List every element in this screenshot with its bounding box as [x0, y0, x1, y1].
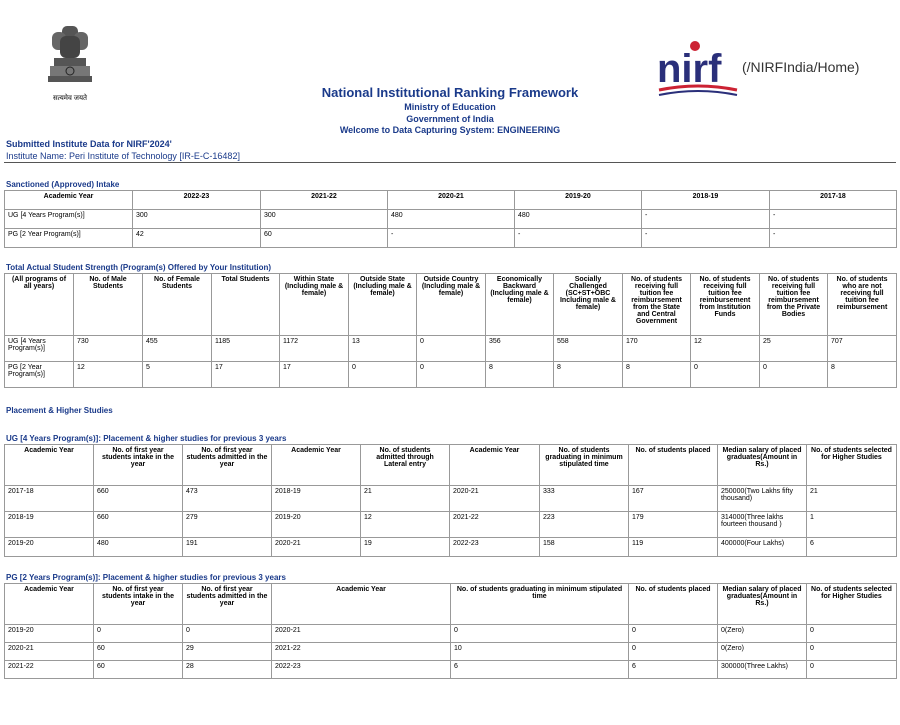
table-cell: PG [2 Year Program(s)]	[5, 229, 133, 248]
table-cell: 0	[417, 336, 486, 362]
intake-header-cell: 2018-19	[642, 191, 770, 210]
table-cell: 25	[760, 336, 828, 362]
strength-header-cell: (All programs of all years)	[5, 274, 74, 336]
table-cell: 60	[94, 643, 183, 661]
strength-header-cell: No. of students receiving full tuition fee reimbursement from the Private Bodies	[760, 274, 828, 336]
ug-header-cell: No. of students graduating in minimum stipulated time	[540, 445, 629, 486]
table-cell: 12	[74, 362, 143, 388]
pg-placement-title: PG [2 Years Program(s)]: Placement & higher studies for previous 3 years	[6, 573, 286, 582]
table-cell: 300	[261, 210, 388, 229]
strength-header-cell: Economically Backward (Including male & female)	[486, 274, 554, 336]
table-cell: 356	[486, 336, 554, 362]
pg-header-cell: Academic Year	[272, 584, 451, 625]
table-row	[5, 643, 897, 661]
strength-header-cell: Total Students	[212, 274, 280, 336]
table-cell: 12	[691, 336, 760, 362]
table-cell: 5	[143, 362, 212, 388]
table-cell: 60	[261, 229, 388, 248]
placement-section-title: Placement & Higher Studies	[6, 406, 113, 415]
table-cell: 60	[94, 661, 183, 679]
table-cell: 314000(Three lakhs fourteen thousand )	[718, 512, 807, 538]
table-cell: 0	[94, 625, 183, 643]
table-cell: 13	[349, 336, 417, 362]
nirf-home-link[interactable]: (/NIRFIndia/Home)	[742, 59, 860, 75]
table-row	[5, 625, 897, 643]
table-cell: 480	[515, 210, 642, 229]
ug-placement-table	[4, 444, 897, 557]
ug-header-cell: No. of students admitted through Lateral entry	[361, 445, 450, 486]
ministry-line: Ministry of Education	[404, 102, 496, 112]
table-cell: 6	[807, 538, 897, 557]
table-cell: 2018-19	[5, 512, 94, 538]
ug-header-cell: Academic Year	[5, 445, 94, 486]
strength-table	[4, 273, 897, 388]
header-divider	[4, 162, 896, 163]
ug-header-cell: Academic Year	[272, 445, 361, 486]
ug-header-cell: No. of students placed	[629, 445, 718, 486]
table-cell: 250000(Two Lakhs fifty thousand)	[718, 486, 807, 512]
table-cell: 29	[183, 643, 272, 661]
table-row	[5, 512, 897, 538]
ug-header-cell: No. of first year students admitted in the year	[183, 445, 272, 486]
table-row	[5, 538, 897, 557]
pg-header-cell: Academic Year	[5, 584, 94, 625]
table-cell: 300	[133, 210, 261, 229]
strength-header-cell: No. of Female Students	[143, 274, 212, 336]
table-cell: 0	[629, 625, 718, 643]
table-cell: 480	[94, 538, 183, 557]
table-cell: 2020-21	[5, 643, 94, 661]
table-cell: -	[642, 210, 770, 229]
table-row	[5, 336, 897, 362]
intake-header-cell: 2020-21	[388, 191, 515, 210]
pg-header-cell: No. of students selected for Higher Studies	[807, 584, 897, 625]
ug-header-cell: No. of first year students intake in the year	[94, 445, 183, 486]
table-cell: 6	[629, 661, 718, 679]
pg-header-cell: No. of students placed	[629, 584, 718, 625]
strength-header-cell: Socially Challenged (SC+ST+OBC Including male & female)	[554, 274, 623, 336]
table-cell: 2019-20	[5, 625, 94, 643]
table-cell: 223	[540, 512, 629, 538]
table-cell: 0(Zero)	[718, 625, 807, 643]
table-cell: 480	[388, 210, 515, 229]
table-cell: 0	[760, 362, 828, 388]
table-row	[5, 362, 897, 388]
table-cell: 0	[807, 625, 897, 643]
table-cell: 707	[828, 336, 897, 362]
table-cell: 400000(Four Lakhs)	[718, 538, 807, 557]
strength-section-title: Total Actual Student Strength (Program(s) Offered by Your Institution)	[6, 263, 272, 272]
table-cell: -	[642, 229, 770, 248]
pg-placement-table	[4, 583, 897, 679]
table-cell: 0	[349, 362, 417, 388]
intake-header-cell: 2022-23	[133, 191, 261, 210]
nirf-logo-text: nirf	[657, 47, 722, 91]
table-cell: 17	[212, 362, 280, 388]
table-cell: 2021-22	[5, 661, 94, 679]
table-cell: 42	[133, 229, 261, 248]
table-cell: 558	[554, 336, 623, 362]
table-cell: 10	[451, 643, 629, 661]
intake-header-cell: 2021-22	[261, 191, 388, 210]
intake-header-cell: Academic Year	[5, 191, 133, 210]
table-cell: 28	[183, 661, 272, 679]
table-cell: 8	[623, 362, 691, 388]
ug-header-cell: Median salary of placed graduates(Amount in Rs.)	[718, 445, 807, 486]
table-cell: 21	[361, 486, 450, 512]
table-cell: 2019-20	[272, 512, 361, 538]
table-cell: 279	[183, 512, 272, 538]
table-cell: 0(Zero)	[718, 643, 807, 661]
table-cell: 0	[417, 362, 486, 388]
strength-header-cell: Within State (Including male & female)	[280, 274, 349, 336]
table-cell: 179	[629, 512, 718, 538]
institute-name: Institute Name: Peri Institute of Technology [IR-E-C-16482]	[6, 151, 240, 161]
table-cell: -	[770, 229, 897, 248]
table-cell: 8	[554, 362, 623, 388]
pg-header-cell: No. of first year students intake in the year	[94, 584, 183, 625]
table-cell: 660	[94, 486, 183, 512]
table-cell: 8	[486, 362, 554, 388]
table-cell: 170	[623, 336, 691, 362]
submitted-heading: Submitted Institute Data for NIRF'2024'	[6, 139, 172, 149]
pg-header-cell: No. of first year students admitted in the year	[183, 584, 272, 625]
table-cell: UG [4 Years Program(s)]	[5, 210, 133, 229]
table-cell: 2020-21	[272, 538, 361, 557]
table-cell: 8	[828, 362, 897, 388]
table-cell: 12	[361, 512, 450, 538]
ug-placement-title: UG [4 Years Program(s)]: Placement & higher studies for previous 3 years	[6, 434, 287, 443]
table-row	[5, 229, 897, 248]
intake-table	[4, 190, 897, 248]
table-cell: -	[388, 229, 515, 248]
table-cell: 2019-20	[5, 538, 94, 557]
pg-header-cell: No. of students graduating in minimum stipulated time	[451, 584, 629, 625]
table-cell: 0	[629, 643, 718, 661]
pg-header-cell: Median salary of placed graduates(Amount in Rs.)	[718, 584, 807, 625]
table-cell: 1185	[212, 336, 280, 362]
strength-header-cell: No. of students receiving full tuition fee reimbursement from the State and Central Government	[623, 274, 691, 336]
table-row	[5, 210, 897, 229]
page-title: National Institutional Ranking Framework	[321, 85, 579, 100]
table-cell: 2017-18	[5, 486, 94, 512]
table-cell: 0	[691, 362, 760, 388]
table-cell: 191	[183, 538, 272, 557]
strength-header-cell: No. of Male Students	[74, 274, 143, 336]
intake-header-cell: 2017-18	[770, 191, 897, 210]
table-cell: 2022-23	[450, 538, 540, 557]
table-cell: 2020-21	[450, 486, 540, 512]
table-cell: UG [4 Years Program(s)]	[5, 336, 74, 362]
table-cell: 119	[629, 538, 718, 557]
table-cell: 1	[807, 512, 897, 538]
table-cell: -	[515, 229, 642, 248]
table-cell: 158	[540, 538, 629, 557]
table-row	[5, 486, 897, 512]
table-cell: 6	[451, 661, 629, 679]
table-cell: 2021-22	[272, 643, 451, 661]
table-cell: 1172	[280, 336, 349, 362]
table-cell: 2022-23	[272, 661, 451, 679]
ug-header-cell: No. of students selected for Higher Studies	[807, 445, 897, 486]
table-cell: 2020-21	[272, 625, 451, 643]
table-cell: 0	[183, 625, 272, 643]
table-cell: 2018-19	[272, 486, 361, 512]
table-cell: 0	[807, 643, 897, 661]
strength-header-cell: Outside State (Including male & female)	[349, 274, 417, 336]
table-cell: 730	[74, 336, 143, 362]
ug-header-cell: Academic Year	[450, 445, 540, 486]
table-cell: PG [2 Year Program(s)]	[5, 362, 74, 388]
table-row	[5, 661, 897, 679]
strength-header-cell: No. of students who are not receiving full tuition fee reimbursement	[828, 274, 897, 336]
table-cell: 167	[629, 486, 718, 512]
table-cell: 0	[451, 625, 629, 643]
table-cell: 17	[280, 362, 349, 388]
strength-header-cell: No. of students receiving full tuition fee reimbursement from Institution Funds	[691, 274, 760, 336]
strength-header-cell: Outside Country (Including male & female)	[417, 274, 486, 336]
intake-section-title: Sanctioned (Approved) Intake	[6, 180, 120, 189]
welcome-line: Welcome to Data Capturing System: ENGINEERING	[339, 125, 561, 135]
table-cell: 473	[183, 486, 272, 512]
table-cell: 455	[143, 336, 212, 362]
table-cell: 300000(Three Lakhs)	[718, 661, 807, 679]
table-cell: 660	[94, 512, 183, 538]
table-cell: 0	[807, 661, 897, 679]
table-cell: -	[770, 210, 897, 229]
emblem-caption: सत्यमेव जयते	[52, 95, 88, 102]
intake-header-cell: 2019-20	[515, 191, 642, 210]
government-line: Government of India	[406, 114, 494, 124]
table-cell: 21	[807, 486, 897, 512]
table-cell: 2021-22	[450, 512, 540, 538]
table-cell: 19	[361, 538, 450, 557]
table-cell: 333	[540, 486, 629, 512]
